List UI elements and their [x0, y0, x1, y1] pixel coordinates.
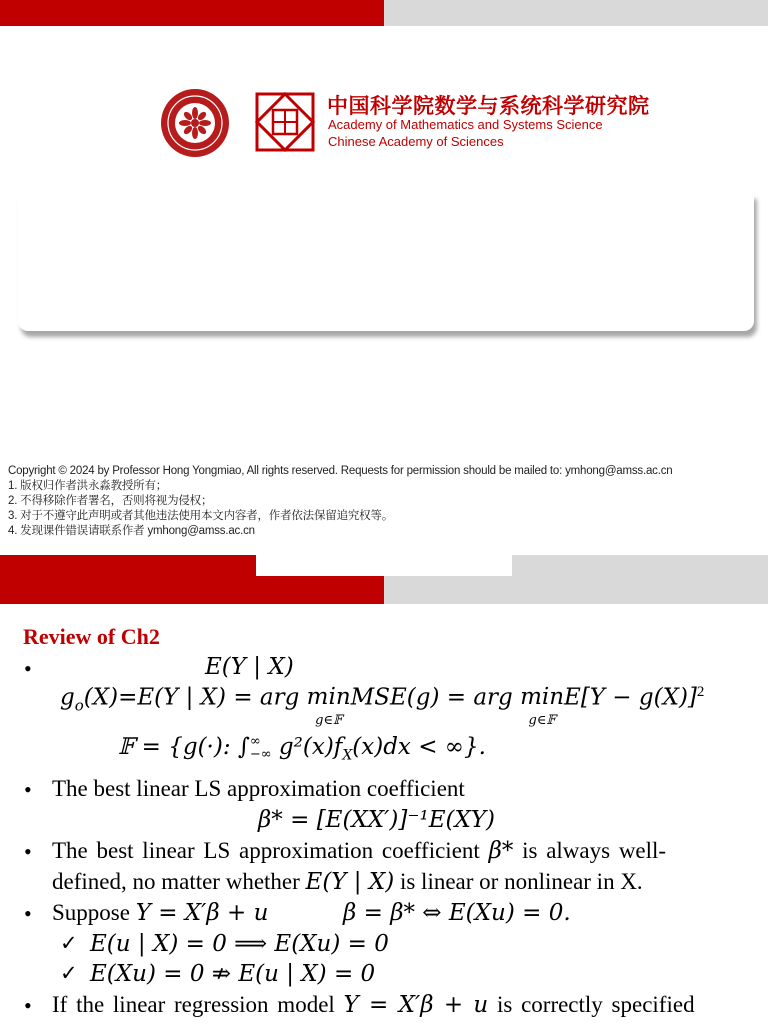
- slide-2: [0, 604, 768, 1024]
- copyright-clause-1: 1. 版权归作者洪永淼教授所有；: [8, 480, 168, 492]
- copyright-clause-2: 2. 不得移除作者署名，否则将视为侵权；: [8, 495, 213, 507]
- go-rhs: (X)=E(Y | X) = arg: [83, 684, 307, 711]
- bullet-3-line-1: [52, 838, 666, 864]
- bottom-red-bar-2: [256, 576, 384, 604]
- go-definition-eq: [60, 684, 704, 736]
- check-item-1: E(u | X) = 0 ⟹ E(Xu) = 0: [90, 931, 389, 957]
- expectation-term: E[Y − g(X)]: [564, 684, 697, 711]
- cas-seal-icon: [159, 87, 231, 159]
- integral-limits: [250, 735, 272, 761]
- check-item-2: E(Xu) = 0 ⇏ E(u | X) = 0: [90, 961, 376, 987]
- min-operator-2: [520, 684, 564, 736]
- cas-english-name: Chinese Academy of Sciences: [328, 134, 504, 149]
- conditional-mean-eq: E(Y | X): [205, 654, 294, 680]
- space-def-end: (x)dx < ∞}.: [352, 734, 486, 760]
- copyright-block: [8, 464, 764, 539]
- bullet-3-text-a: The best linear LS approximation coefficient: [52, 838, 489, 863]
- bullet-4-text: Suppose: [52, 900, 136, 925]
- integral-lower: −∞: [249, 747, 272, 762]
- integral-upper: ∞: [249, 734, 261, 749]
- min-label-1: min: [306, 684, 351, 710]
- copyright-clause-3: 3. 对于不遵守此声明或者其他违法使用本文内容者，作者依法保留追究权等。: [8, 510, 394, 522]
- bullet-1: •: [24, 656, 32, 681]
- bullet-2-text: The best linear LS approximation coefficient: [52, 776, 465, 801]
- model-eq-2: Y = X′β + u: [343, 992, 489, 1018]
- bottom-white-strip: [256, 555, 512, 576]
- bullet-3-text-b: is always well-: [513, 838, 667, 863]
- top-red-bar: [0, 0, 384, 26]
- orthogonality-eq: β = β* ⇔ E(Xu) = 0.: [343, 900, 571, 926]
- model-eq: Y = X′β + u: [135, 900, 269, 926]
- bullet-5-line: [52, 992, 695, 1018]
- slide-title: Review of Ch2: [23, 624, 160, 649]
- beta-star-eq: β* = [E(XX′)]⁻¹E(XY): [258, 807, 495, 833]
- check-icon: ✓: [60, 961, 78, 985]
- amss-square-icon: [255, 92, 315, 152]
- title-box: [18, 193, 754, 331]
- density-subscript: X: [342, 747, 353, 764]
- bullet-2: •: [24, 777, 32, 802]
- min-operator-1: [307, 684, 351, 736]
- min-sub-2: g∈𝔽: [528, 713, 556, 728]
- institute-english-name: Academy of Mathematics and Systems Science: [328, 117, 603, 132]
- square-exponent: 2: [696, 684, 705, 700]
- beta-star-symbol: β*: [488, 838, 514, 864]
- go-subscript: o: [74, 696, 84, 715]
- copyright-line: Copyright © 2024 by Professor Hong Yongmiao, All rights reserved. Requests for permission should be mailed to: ymhong@amss.ac.cn: [8, 465, 673, 477]
- institute-chinese-name: 中国科学院数学与系统科学研究院: [327, 95, 650, 118]
- bottom-red-bar: [0, 555, 256, 604]
- bullet-3-text-d: is linear or nonlinear in X.: [394, 869, 643, 894]
- bullet-5-text-a: If the linear regression model: [52, 992, 344, 1017]
- bullet-3-line-2: [52, 869, 643, 895]
- bullet-5: •: [24, 993, 32, 1018]
- copyright-clause-4: 4. 发现课件错误请联系作者 ymhong@amss.ac.cn: [8, 525, 255, 537]
- top-gray-bar: [384, 0, 768, 26]
- min-sub-1: g∈𝔽: [315, 713, 343, 728]
- go-symbol: g: [60, 684, 75, 711]
- bullet-4: •: [24, 901, 32, 926]
- conditional-mean-inline: E(Y | X): [305, 869, 395, 895]
- bullet-3-text-c: defined, no matter whether: [52, 869, 306, 894]
- bullet-5-text-b: is correctly specified: [488, 992, 695, 1017]
- min-label-2: min: [520, 684, 565, 710]
- integrand: g²(x)f: [271, 734, 343, 760]
- bullet-4-line: [52, 900, 268, 926]
- space-def-start: 𝔽 = {g(·): ∫: [118, 734, 250, 760]
- mse-term: MSE(g) = arg: [350, 684, 521, 711]
- bullet-3: •: [24, 839, 32, 864]
- check-icon: ✓: [60, 931, 78, 955]
- function-space-eq: [118, 734, 486, 764]
